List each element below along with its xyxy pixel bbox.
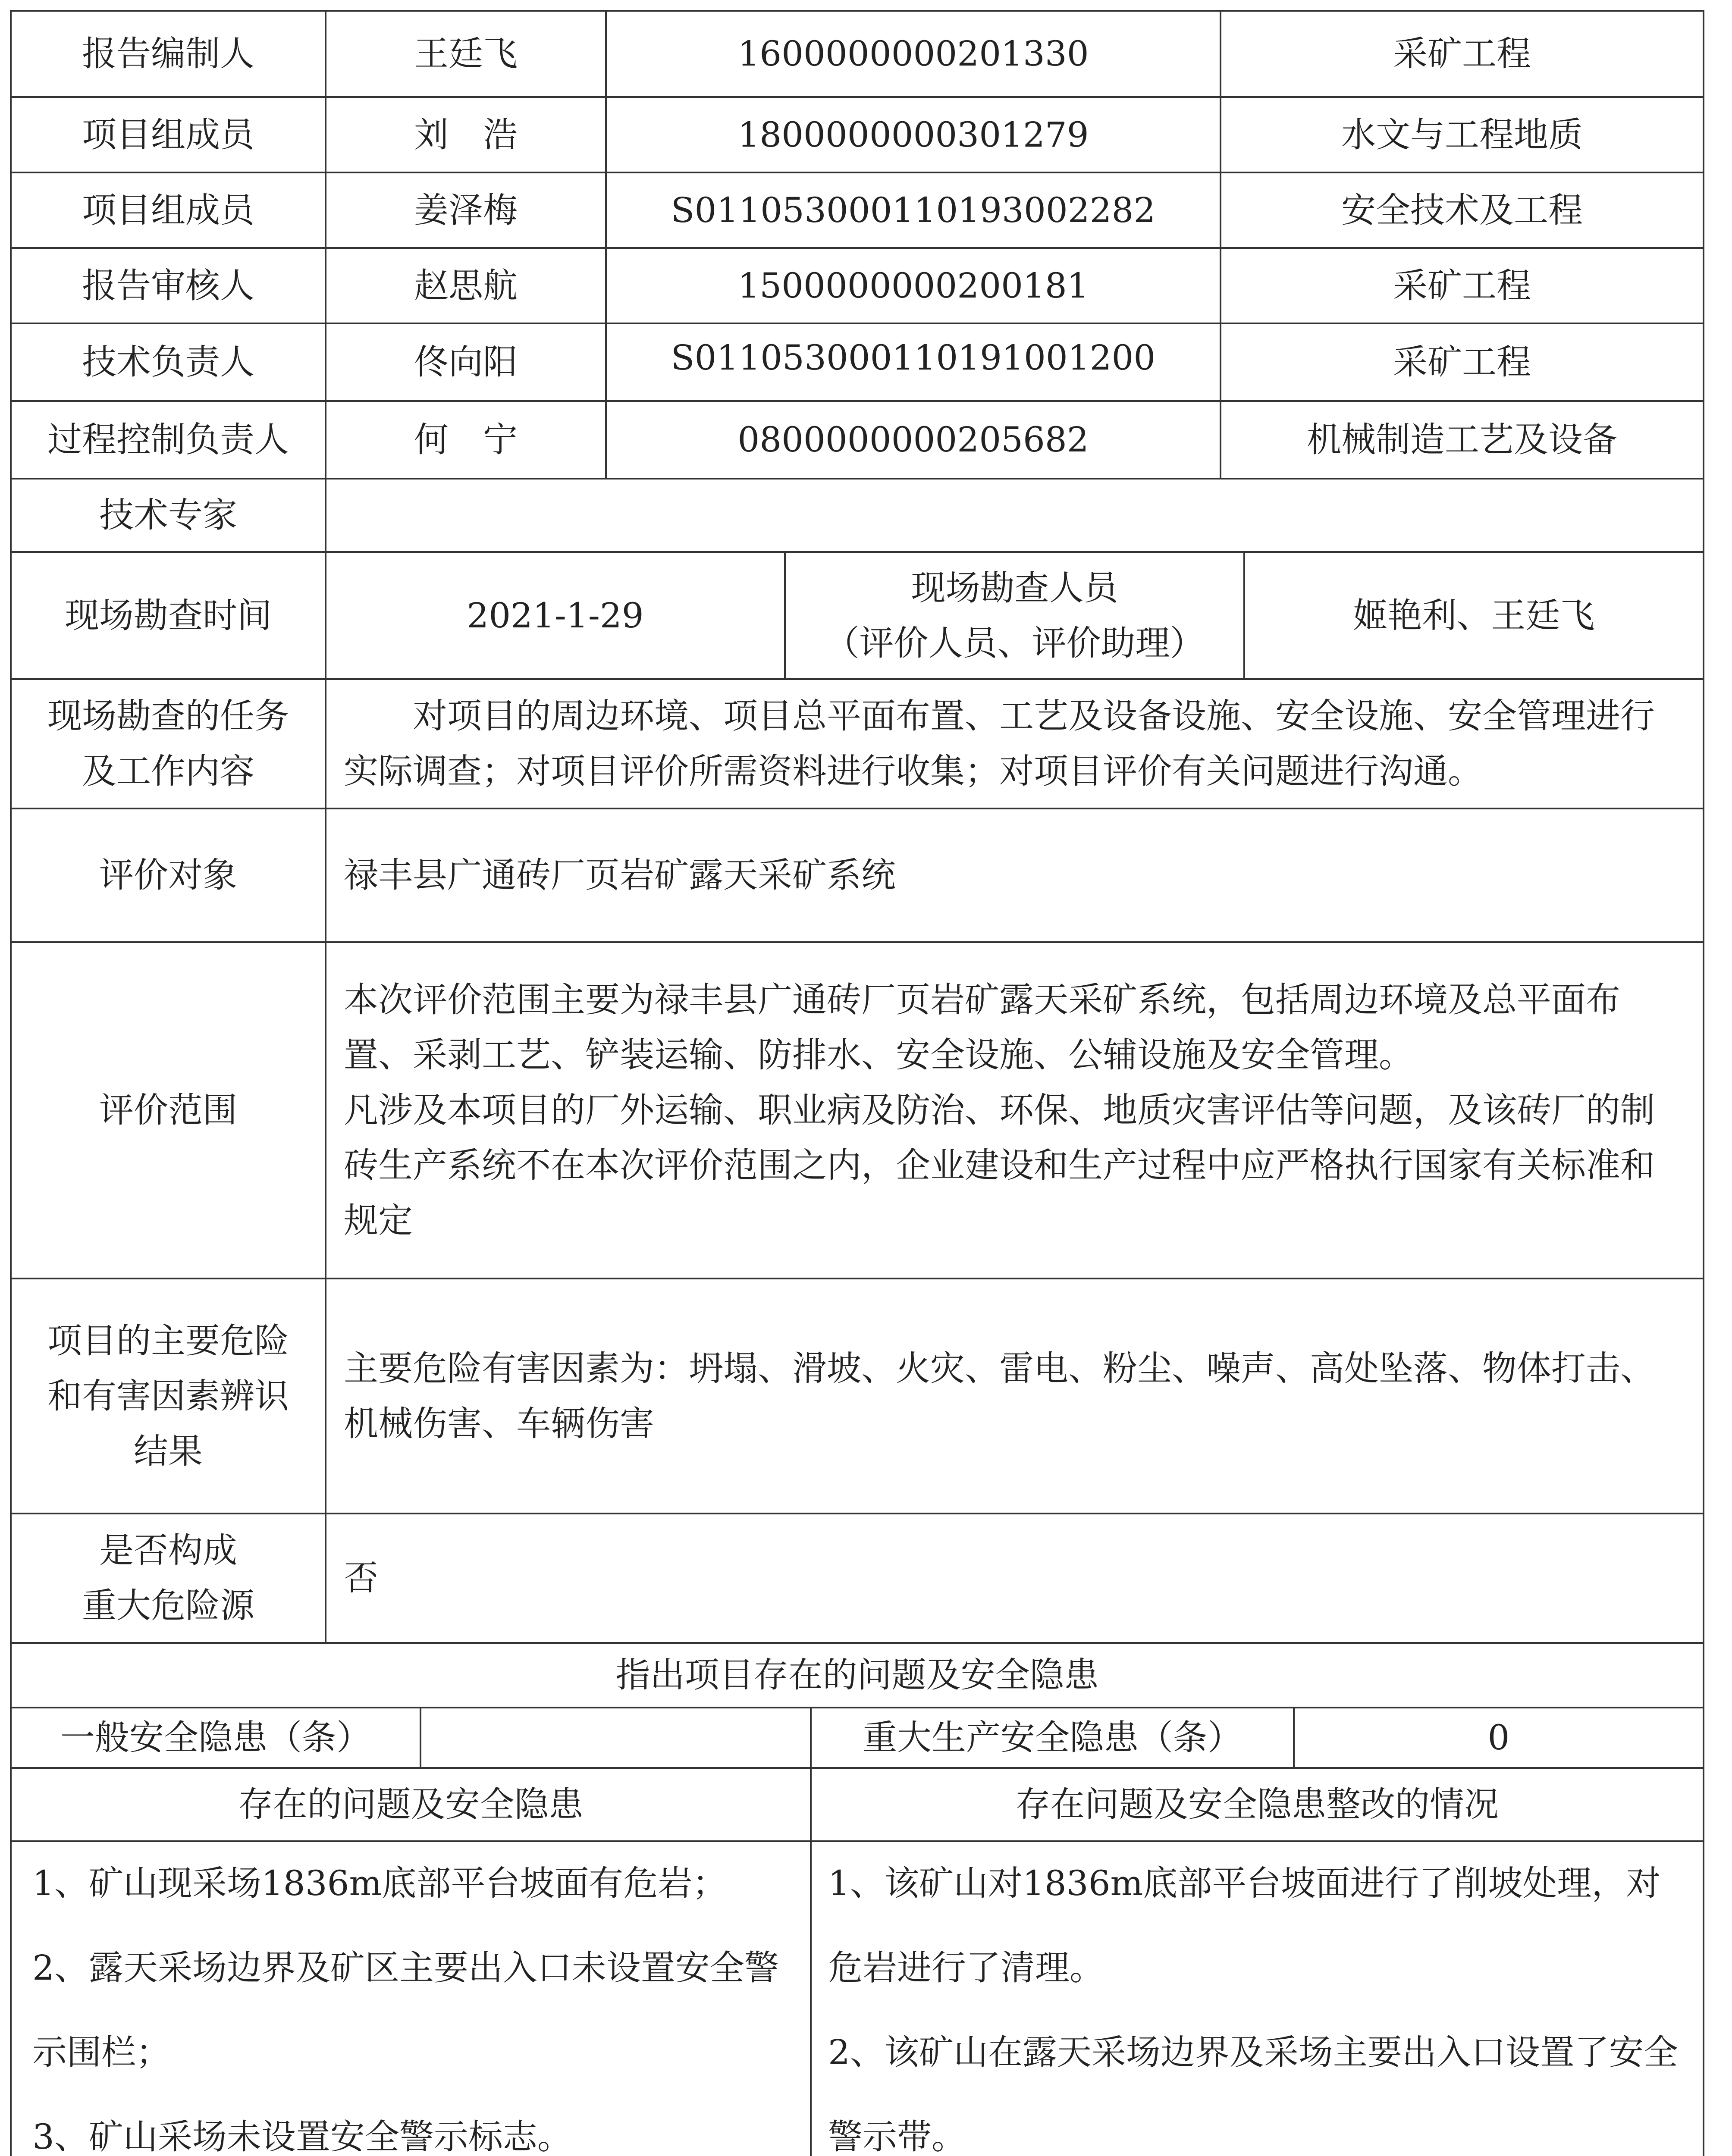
object-text: 禄丰县广通砖厂页岩矿露天采矿系统 <box>344 855 896 895</box>
scope-label-cell <box>11 942 326 1279</box>
general-count-label-cell <box>11 1708 420 1768</box>
major-count-label: 重大生产安全隐患（条） <box>863 1717 1242 1758</box>
h-line <box>10 478 1704 479</box>
rectify-item: 1、该矿山对1836m底部平台坡面进行了削坡处理，对危岩进行了清理。 <box>828 1863 1661 1988</box>
id-cell <box>606 97 1221 172</box>
specialty-value: 采矿工程 <box>1393 265 1531 306</box>
major-count-value: 0 <box>1487 1717 1510 1758</box>
general-count-value-cell <box>420 1708 811 1768</box>
tech-expert-value-cell <box>326 479 1704 552</box>
task-text: 对项目的周边环境、项目总平面布置、工艺及设备设施、安全设施、安全管理进行实际调查；对项目评价所需资料进行收集；对项目评价有关问题进行沟通。 <box>344 696 1655 791</box>
specialty-value: 机械制造工艺及设备 <box>1307 420 1617 460</box>
role-label: 报告审核人 <box>82 265 254 306</box>
role-cell <box>11 248 326 323</box>
issues-list-cell <box>11 1841 811 2156</box>
v-line <box>1293 1707 1295 1769</box>
specialty-cell <box>1221 172 1704 248</box>
major-count-label-cell <box>811 1708 1294 1768</box>
object-label: 评价对象 <box>99 855 237 895</box>
id-value: 1500000000200181 <box>737 265 1089 306</box>
specialty-cell <box>1221 323 1704 401</box>
h-line <box>10 1642 1704 1644</box>
role-label: 过程控制负责人 <box>47 420 289 460</box>
h-line <box>10 247 1704 249</box>
role-label: 项目组成员 <box>82 190 254 230</box>
major-hazard-value-cell <box>326 1514 1704 1643</box>
name-value: 姜泽梅 <box>414 190 518 230</box>
issues-header: 存在的问题及安全隐患 <box>238 1784 584 1824</box>
h-line <box>10 1840 1704 1842</box>
survey-staff-value: 姬艳利、王廷飞 <box>1353 595 1595 636</box>
id-cell <box>606 11 1221 97</box>
id-value: 1800000000301279 <box>737 114 1089 155</box>
issue-item: 2、露天采场边界及矿区主要出入口未设置安全警示围栏； <box>32 1948 779 2072</box>
border-top <box>10 10 1704 12</box>
object-text-cell <box>326 808 1704 942</box>
rectify-list-cell <box>811 1841 1704 2156</box>
issues-title: 指出项目存在的问题及安全隐患 <box>615 1655 1099 1695</box>
id-value: 1600000000201330 <box>737 34 1089 74</box>
general-count-label: 一般安全隐患（条） <box>60 1717 371 1758</box>
specialty-cell <box>1221 248 1704 323</box>
v-line <box>325 10 326 1644</box>
specialty-cell <box>1221 11 1704 97</box>
role-cell <box>11 323 326 401</box>
specialty-value: 采矿工程 <box>1393 342 1531 382</box>
issues-header-cell <box>11 1768 811 1841</box>
h-line <box>10 808 1704 809</box>
name-value: 王廷飞 <box>414 34 518 74</box>
h-line <box>10 678 1704 680</box>
name-cell <box>326 401 606 479</box>
rectify-item: 2、该矿山在露天采场边界及采场主要出入口设置了安全警示带。 <box>828 2032 1678 2156</box>
h-line <box>10 1767 1704 1769</box>
id-cell <box>606 323 1221 401</box>
role-cell <box>11 97 326 172</box>
hazards-label-3: 结果 <box>134 1431 203 1471</box>
survey-time-cell <box>326 552 785 679</box>
id-value: 0800000000205682 <box>737 420 1089 460</box>
name-value: 何 宁 <box>414 420 518 460</box>
survey-staff-sublabel: （评价人员、评价助理） <box>825 623 1205 663</box>
hazards-label-cell <box>11 1279 326 1514</box>
task-label-2: 及工作内容 <box>82 751 254 791</box>
survey-time-value: 2021-1-29 <box>467 595 644 636</box>
tech-expert-label: 技术专家 <box>99 495 237 535</box>
scope-text-2: 凡涉及本项目的厂外运输、职业病及防治、环保、地质灾害评估等问题，及该砖厂的制砖生产系统不在本次评价范围之内，企业建设和生产过程中应严格执行国家有关标准和规定 <box>344 1090 1655 1241</box>
h-line <box>10 1513 1704 1514</box>
major-hazard-value: 否 <box>344 1558 378 1598</box>
name-cell <box>326 323 606 401</box>
hazards-label-2: 和有害因素辨识 <box>47 1376 289 1416</box>
name-value: 佟向阳 <box>414 342 518 382</box>
task-label-cell <box>11 679 326 808</box>
h-line <box>10 96 1704 98</box>
role-cell <box>11 401 326 479</box>
survey-staff-label: 现场勘查人员 <box>911 567 1118 608</box>
h-line <box>10 941 1704 943</box>
role-cell <box>11 172 326 248</box>
rectify-header: 存在问题及安全隐患整改的情况 <box>1016 1784 1499 1824</box>
name-cell <box>326 97 606 172</box>
specialty-value: 采矿工程 <box>1393 34 1531 74</box>
v-line <box>810 1707 812 2156</box>
scope-text-1: 本次评价范围主要为禄丰县广通砖厂页岩矿露天采矿系统，包括周边环境及总平面布置、采剥工艺、铲装运输、防排水、安全设施、公辅设施及安全管理。 <box>344 980 1620 1075</box>
issue-item: 3、矿山采场未设置安全警示标志。 <box>32 2117 572 2156</box>
specialty-cell <box>1221 97 1704 172</box>
h-line <box>10 1707 1704 1708</box>
id-cell <box>606 172 1221 248</box>
survey-staff-cell <box>1244 552 1704 679</box>
scope-text-cell <box>326 942 1704 1279</box>
name-cell <box>326 172 606 248</box>
major-hazard-label-cell <box>11 1514 326 1643</box>
specialty-value: 安全技术及工程 <box>1341 190 1583 230</box>
major-hazard-label-2: 重大危险源 <box>82 1586 254 1626</box>
hazards-text-cell <box>326 1279 1704 1514</box>
tech-expert-label-cell <box>11 479 326 552</box>
issue-item: 1、矿山现采场1836m底部平台坡面有危岩； <box>32 1863 727 1903</box>
id-cell <box>606 401 1221 479</box>
id-cell <box>606 248 1221 323</box>
major-count-value-cell <box>1294 1708 1704 1768</box>
issues-title-cell <box>11 1643 1704 1708</box>
role-label: 报告编制人 <box>82 34 254 74</box>
h-line <box>10 172 1704 173</box>
specialty-cell <box>1221 401 1704 479</box>
role-label: 项目组成员 <box>82 114 254 155</box>
v-line <box>784 551 786 680</box>
name-value: 赵思航 <box>414 265 518 306</box>
name-cell <box>326 248 606 323</box>
object-label-cell <box>11 808 326 942</box>
survey-time-label-cell <box>11 552 326 679</box>
h-line <box>10 400 1704 402</box>
role-cell <box>11 11 326 97</box>
id-value: S011053000110191001200 <box>671 338 1156 378</box>
scope-label: 评价范围 <box>99 1090 237 1130</box>
h-line <box>10 323 1704 324</box>
id-value: S011053000110193002282 <box>671 190 1156 230</box>
v-line <box>605 10 607 479</box>
h-line <box>10 1278 1704 1279</box>
major-hazard-label: 是否构成 <box>99 1530 237 1570</box>
task-text-cell <box>326 679 1704 808</box>
name-value: 刘 浩 <box>414 114 518 155</box>
v-line <box>420 1707 421 1769</box>
v-line <box>1243 551 1245 680</box>
hazards-text: 主要危险有害因素为：坍塌、滑坡、火灾、雷电、粉尘、噪声、高处坠落、物体打击、机械伤害、车辆伤害 <box>344 1348 1655 1444</box>
specialty-value: 水文与工程地质 <box>1341 114 1583 155</box>
rectify-header-cell <box>811 1768 1704 1841</box>
hazards-label: 项目的主要危险 <box>47 1320 289 1361</box>
role-label: 技术负责人 <box>82 342 254 382</box>
task-label: 现场勘查的任务 <box>47 696 289 736</box>
h-line <box>10 551 1704 553</box>
v-line <box>1220 10 1221 479</box>
border-left <box>10 10 12 2156</box>
name-cell <box>326 11 606 97</box>
survey-time-label: 现场勘查时间 <box>65 595 272 636</box>
border-right <box>1703 10 1704 2156</box>
survey-staff-label-cell <box>785 552 1244 679</box>
